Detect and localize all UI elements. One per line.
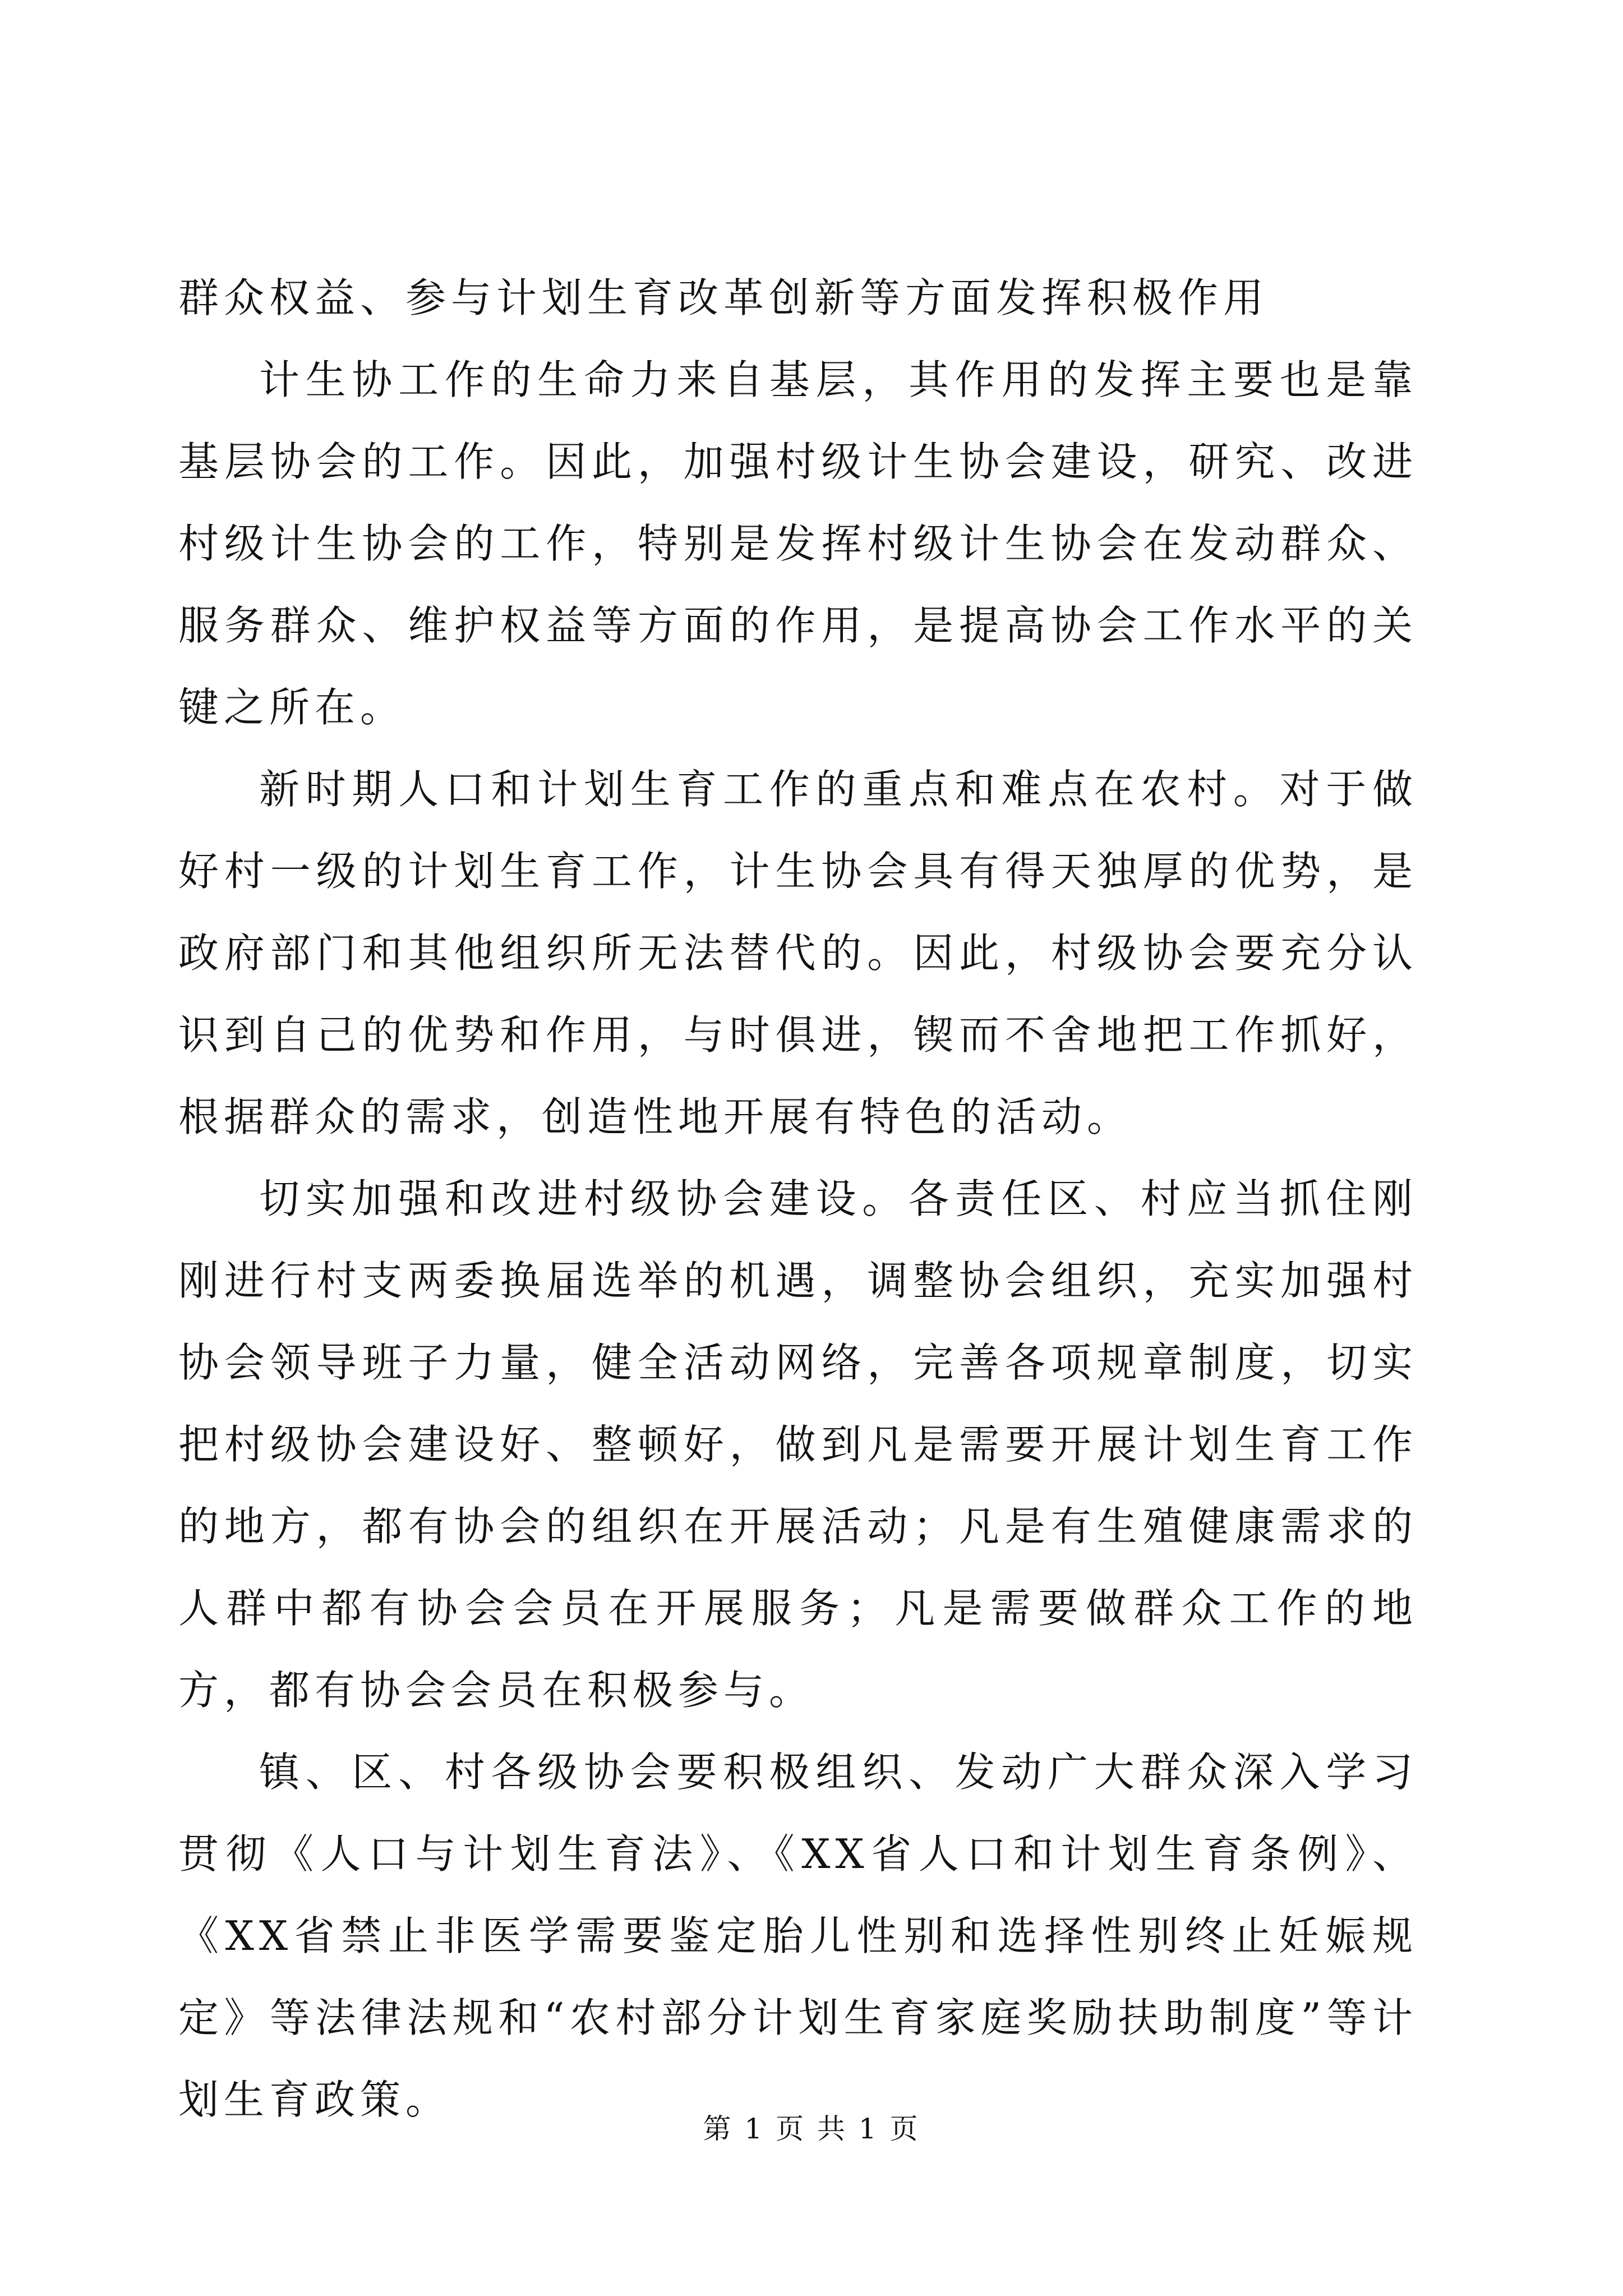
paragraph-grassroots: 计生协工作的生命力来自基层，其作用的发挥主要也是靠基层协会的工作。因此，加强村级计生协会建设，研究、改进村级计生协会的工作，特别是发挥村级计生协会在发动群众、服务群众、维护权益等方面的作用，是提高协会工作水平的关键之所在。	[178, 356, 1418, 731]
document-body	[178, 257, 1418, 2141]
page-number-footer: 第 1 页 共 1 页	[703, 2113, 920, 2145]
paragraph-continuation: 群众权益、参与计划生育改革创新等方面发挥积极作用	[178, 274, 1269, 321]
paragraph-rural-focus: 新时期人口和计划生育工作的重点和难点在农村。对于做好村一级的计划生育工作，计生协会具有得天独厚的优势，是政府部门和其他组织所无法替代的。因此，村级协会要充分认识到自己的优势和作用，与时俱进，锲而不舍地把工作抓好，根据群众的需求，创造性地开展有特色的活动。	[178, 766, 1418, 1140]
paragraph-village-association: 切实加强和改进村级协会建设。各责任区、村应当抓住刚刚进行村支两委换届选举的机遇，调整协会组织，充实加强村协会领导班子力量，健全活动网络，完善各项规章制度，切实把村级协会建设好、整顿好，做到凡是需要开展计划生育工作的地方，都有协会的组织在开展活动；凡是有生殖健康需求的人群中都有协会会员在开展服务；凡是需要做群众工作的地方，都有协会会员在积极参与。	[178, 1175, 1418, 1714]
paragraph-laws-study: 镇、区、村各级协会要积极组织、发动广大群众深入学习贯彻《人口与计划生育法》、《XX省人口和计划生育条例》、《XX省禁止非医学需要鉴定胎儿性别和选择性别终止妊娠规定》等法律法规和“农村部分计划生育家庭奖励扶助制度”等计划生育政策。	[178, 1749, 1418, 2123]
